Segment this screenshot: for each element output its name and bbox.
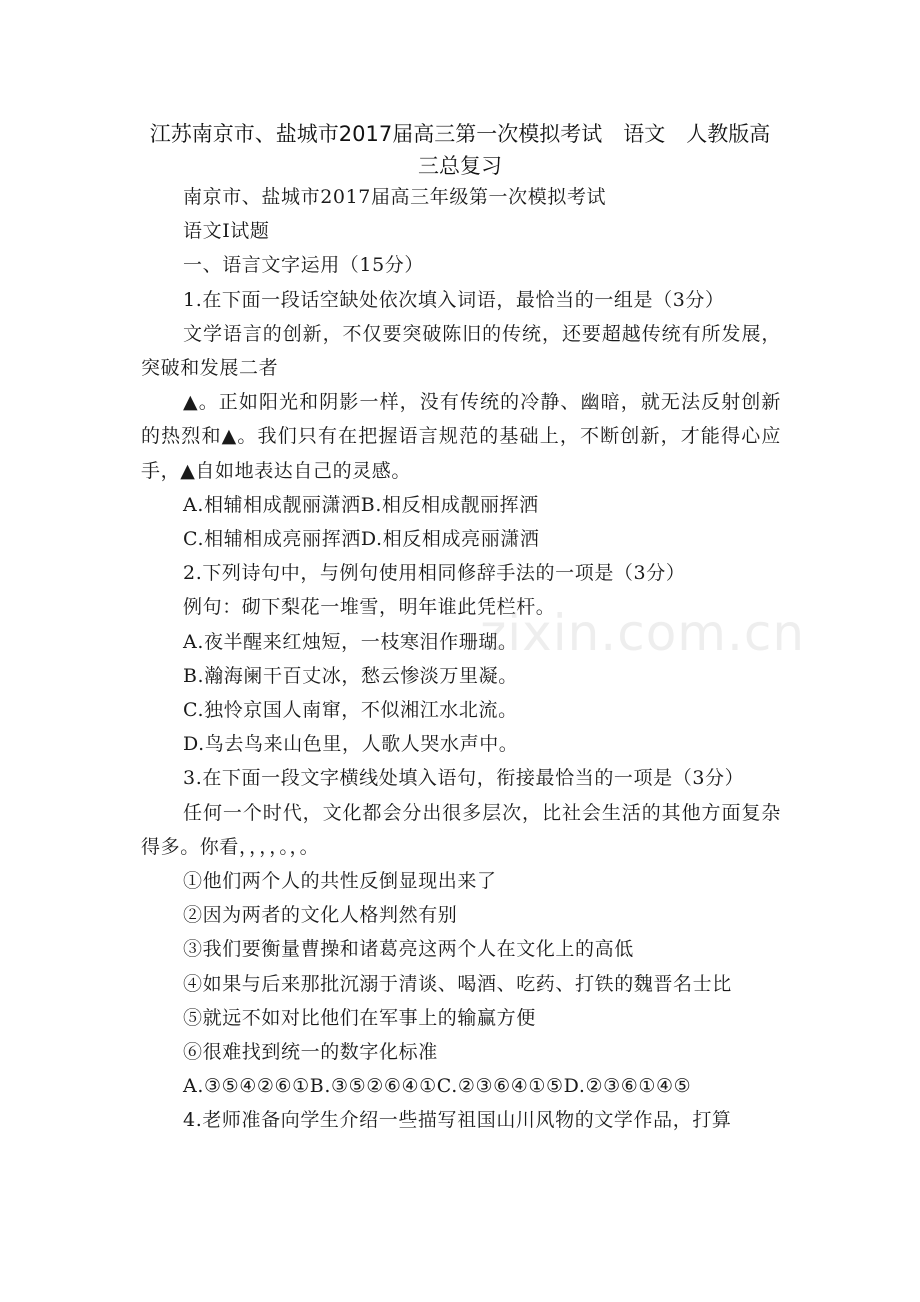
paragraph: ▲。正如阳光和阴影一样，没有传统的冷静、幽暗，就无法反射创新的热烈和▲。我们只有在把握语言规范的基础上，不断创新，才能得心应手，▲自如地表达自己的灵感。: [141, 391, 781, 482]
answer-option: C.独怜京国人南窜，不似湘江水北流。: [183, 699, 518, 722]
question-2: 2.下列诗句中，与例句使用相同修辞手法的一项是（3分）: [183, 562, 686, 585]
question-4: 4.老师准备向学生介绍一些描写祖国山川风物的文学作品，打算: [183, 1109, 732, 1132]
list-item: ⑥很难找到统一的数字化标准: [183, 1041, 438, 1064]
answer-option: D.鸟去鸟来山色里，人歌人哭水声中。: [183, 733, 519, 756]
section-heading: 一、语言文字运用（15分）: [183, 254, 424, 277]
list-item: ⑤就远不如对比他们在军事上的输赢方便: [183, 1006, 536, 1029]
paragraph: 语文Ⅰ试题: [183, 220, 270, 243]
example-sentence: 例句：砌下梨花一堆雪，明年谁此凭栏杆。: [183, 596, 556, 619]
answer-option: A.夜半醒来红烛短，一枝寒泪作珊瑚。: [183, 630, 518, 653]
answer-options: A.相辅相成靓丽潇洒B.相反相成靓丽挥洒: [183, 493, 539, 516]
document-body: [141, 180, 781, 1138]
list-item: ③我们要衡量曹操和诸葛亮这两个人在文化上的高低: [183, 938, 634, 961]
paragraph: 南京市、盐城市2017届高三年级第一次模拟考试: [183, 186, 607, 208]
paragraph: 文学语言的创新，不仅要突破陈旧的传统，还要超越传统有所发展，突破和发展二者: [141, 322, 781, 380]
watermark: zixin.com.cn: [480, 604, 806, 662]
paragraph: 任何一个时代，文化都会分出很多层次，比社会生活的其他方面复杂得多。你看，，，，。，。: [141, 801, 781, 858]
question-1: 1.在下面一段话空缺处依次填入词语，最恰当的一组是（3分）: [183, 288, 725, 311]
document-title: 江苏南京市、盐城市2017届高三第一次模拟考试 语文 人教版高三总复习: [149, 122, 771, 178]
question-3: 3.在下面一段文字横线处填入语句，衔接最恰当的一项是（3分）: [183, 767, 745, 790]
answer-options: A.③⑤④②⑥①B.③⑤②⑥④①C.②③⑥④①⑤D.②③⑥①④⑤: [183, 1075, 692, 1098]
list-item: ②因为两者的文化人格判然有别: [183, 904, 458, 927]
answer-options: C.相辅相成亮丽挥洒D.相反相成亮丽潇洒: [183, 528, 540, 551]
answer-option: B.瀚海阑干百丈冰，愁云惨淡万里凝。: [183, 664, 518, 687]
list-item: ④如果与后来那批沉溺于清谈、喝酒、吃药、打铁的魏晋名士比: [183, 972, 732, 995]
list-item: ①他们两个人的共性反倒显现出来了: [183, 870, 497, 893]
